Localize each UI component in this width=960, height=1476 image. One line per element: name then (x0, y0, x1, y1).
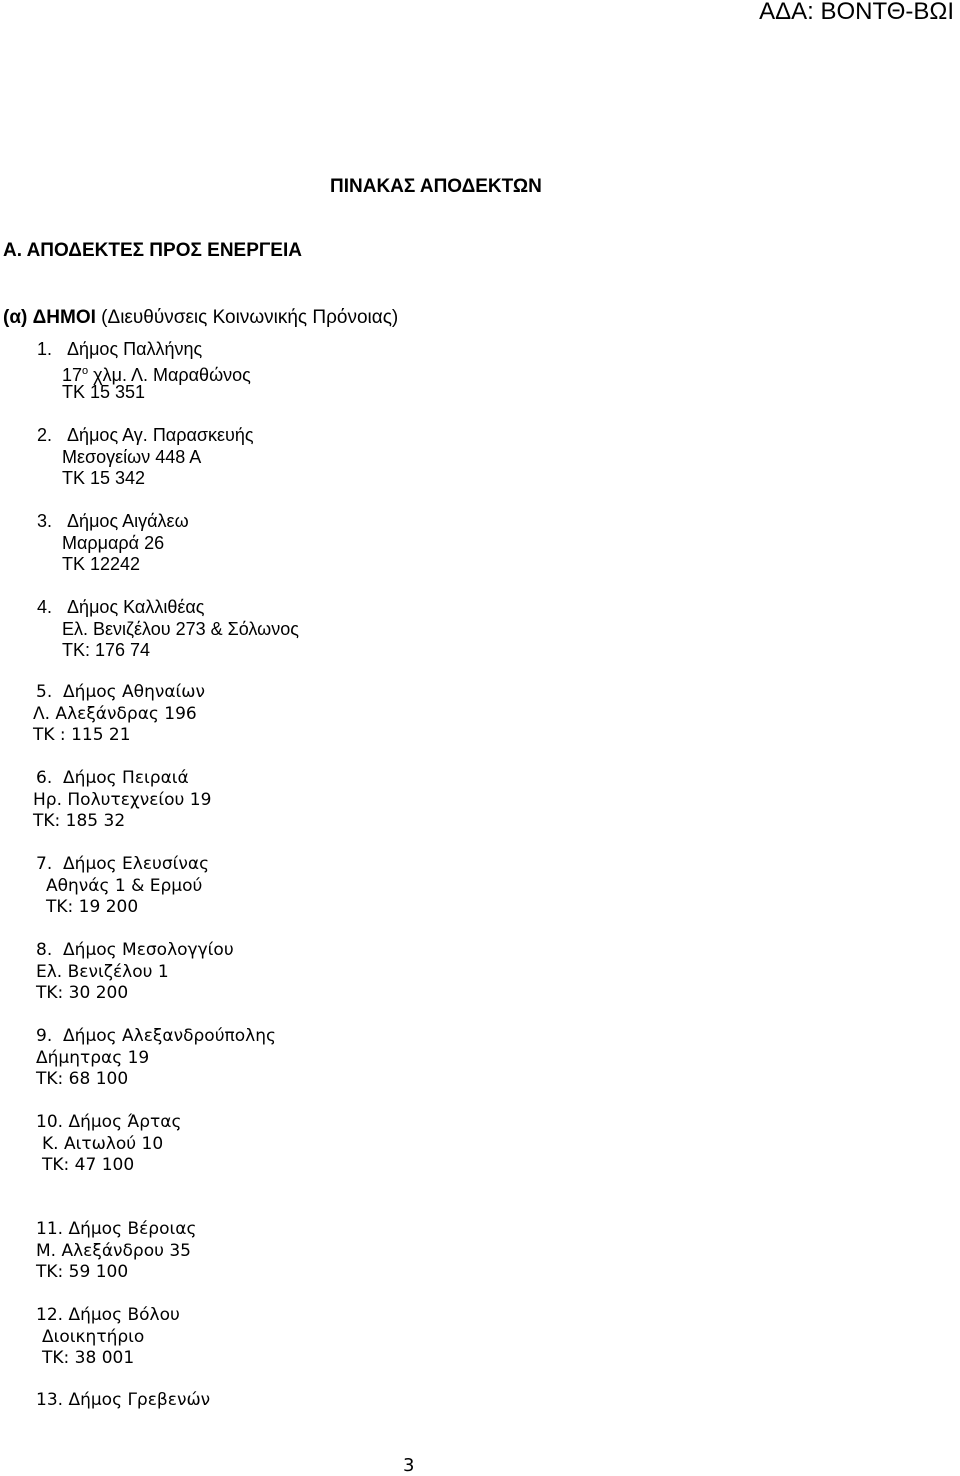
subsection-prefix: (α) (3, 307, 28, 328)
item-number: 3. (37, 511, 53, 531)
item-tk: ΤΚ : 115 21 (33, 725, 131, 745)
item-number: 1. (37, 339, 53, 359)
list-item (36, 1026, 276, 1091)
list-item (36, 1305, 180, 1370)
item-name: Δήμος Μεσολογγίου (63, 940, 234, 960)
item-address-text: $17^o$ χλμ. Λ. Μαραθώνος (62, 364, 251, 385)
list-item (36, 854, 209, 919)
item-address: Ελ. Βενιζέλου 1 (36, 961, 169, 982)
document-title: ΠΙΝΑΚΑΣ ΑΠΟΔΕΚΤΩΝ (330, 176, 542, 197)
item-name: Δήμος Βέροιας (68, 1219, 197, 1239)
item-tk: ΤΚ: 185 32 (33, 811, 126, 831)
subsection-rest: (Διευθύνσεις Κοινωνικής Πρόνοιας) (101, 307, 399, 328)
subsection-heading (3, 307, 398, 329)
item-number: 13. (36, 1390, 64, 1410)
item-address: Λ. Αλεξάνδρας 196 (33, 703, 197, 724)
item-name: Δήμος Καλλιθέας (67, 597, 205, 617)
page-number: 3 (403, 1455, 415, 1476)
subsection-bold: ΔΗΜΟΙ (32, 307, 96, 328)
item-address: Μαρμαρά 26 (62, 532, 165, 553)
item-tk: ΤΚ: 38 001 (42, 1348, 135, 1368)
item-address: Ελ. Βενιζέλου 273 & Σόλωνος (62, 618, 299, 639)
item-address: Αθηνάς 1 & Ερμού (46, 875, 203, 896)
item-tk: ΤΚ 12242 (62, 554, 141, 574)
list-item (37, 511, 189, 576)
item-address: Ηρ. Πολυτεχνείου 19 (33, 789, 212, 810)
item-name: Δήμος Παλλήνης (67, 339, 203, 359)
item-tk: ΤΚ: 47 100 (42, 1155, 135, 1175)
list-item (33, 682, 205, 747)
item-tk: ΤΚ: 176 74 (62, 640, 151, 660)
ada-code: ΑΔΑ: ΒΟΝΤΘ-ΒΩΙ (759, 0, 954, 25)
item-address: Δήμητρας 19 (36, 1047, 150, 1068)
item-number: 5. (36, 682, 53, 702)
section-heading: Α. ΑΠΟΔΕΚΤΕΣ ΠΡΟΣ ΕΝΕΡΓΕΙΑ (3, 240, 302, 261)
item-number: 8. (36, 940, 53, 960)
item-tk: ΤΚ 15 351 (62, 382, 146, 402)
item-address: Διοικητήριο (42, 1326, 145, 1347)
list-item (36, 1112, 182, 1177)
list-item (37, 597, 299, 662)
item-address: Μεσογείων 448 Α (62, 446, 202, 467)
list-item (36, 1219, 196, 1284)
item-name: Δήμος Αγ. Παρασκευής (67, 425, 254, 445)
item-tk: ΤΚ: 59 100 (36, 1262, 129, 1282)
list-item (33, 768, 211, 833)
item-number: 2. (37, 425, 53, 445)
list-item (36, 940, 234, 1005)
item-name: Δήμος Αλεξανδρούπολης (63, 1026, 276, 1046)
item-tk: ΤΚ 15 342 (62, 468, 146, 488)
item-name: Δήμος Βόλου (68, 1305, 180, 1325)
list-item (37, 339, 251, 404)
item-address (37, 361, 251, 383)
item-tk: ΤΚ: 68 100 (36, 1069, 129, 1089)
item-number: 10. (36, 1112, 64, 1132)
item-tk: ΤΚ: 30 200 (36, 983, 129, 1003)
item-number: 6. (36, 768, 53, 788)
item-number: 4. (37, 597, 53, 617)
item-name: Δήμος Αθηναίων (63, 682, 206, 702)
list-item (37, 425, 254, 490)
item-number: 7. (36, 854, 53, 874)
item-number: 12. (36, 1305, 64, 1325)
list-item (36, 1390, 210, 1412)
item-number: 9. (36, 1026, 53, 1046)
item-number: 11. (36, 1219, 64, 1239)
item-name: Δήμος Πειραιά (63, 768, 189, 788)
item-address: Κ. Αιτωλού 10 (42, 1133, 164, 1154)
item-name: Δήμος Ελευσίνας (63, 854, 210, 874)
item-name: Δήμος Γρεβενών (68, 1390, 211, 1410)
item-name: Δήμος Άρτας (68, 1112, 182, 1132)
item-tk: ΤΚ: 19 200 (46, 897, 139, 917)
item-name: Δήμος Αιγάλεω (67, 511, 189, 531)
item-address: Μ. Αλεξάνδρου 35 (36, 1240, 192, 1261)
